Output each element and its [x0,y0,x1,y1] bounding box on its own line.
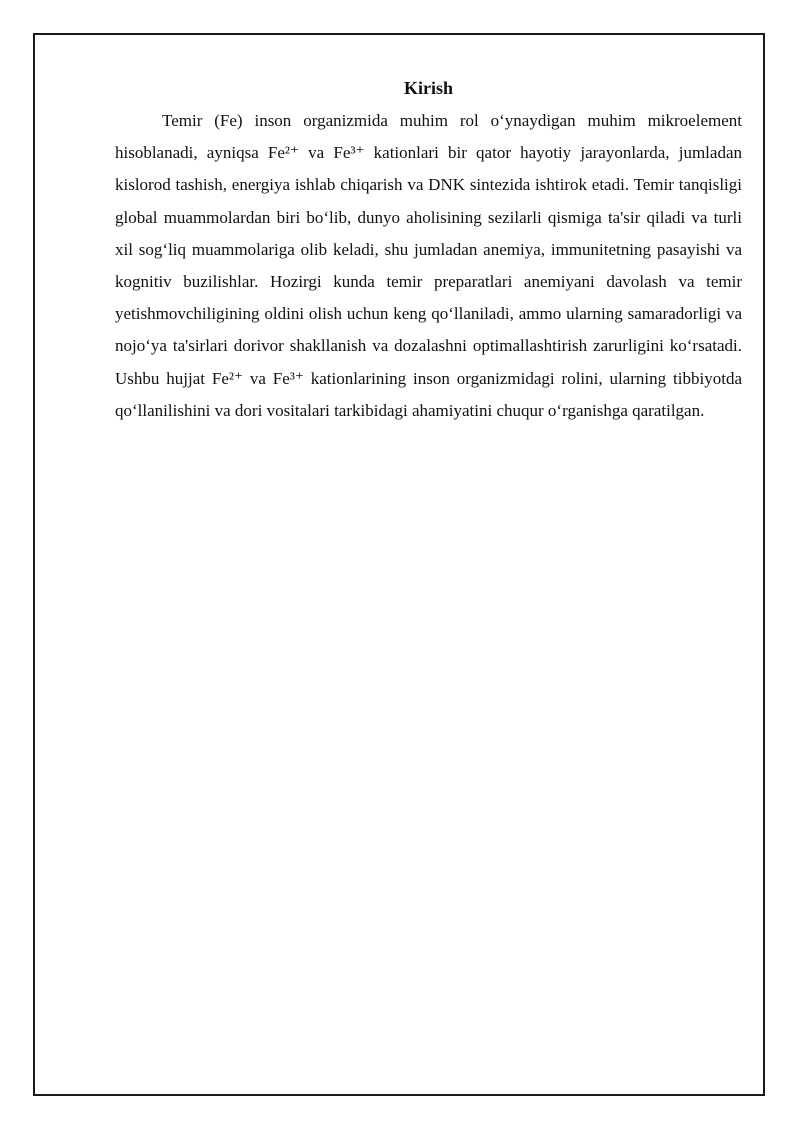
section-title: Kirish [403,78,453,98]
intro-paragraph: Temir (Fe) inson organizmida muhim rol o‘ynaydigan muhim mikroelement hisoblanadi, ayniqsa Fe²⁺ va Fe³⁺ kationlari bir qator hayotiy jarayonlarda, jumladan kislorod tashish, energiya ishlab chiqarish va DNK sintezida ishtirok etadi. Temir tanqisligi global muammolardan biri bo‘lib, dunyo aholisining sezilarli qismiga ta'sir qiladi va turli xil sog‘liq muammolariga olib keladi, shu jumladan anemiya, immunitetning pasayishi va kognitiv buzilishlar. Hozirgi kunda temir preparatlari anemiyani davolash va temir yetishmovchiligining oldini olish uchun keng qo‘llaniladi, ammo ularning samaradorligi va nojo‘ya ta'sirlari dorivor shakllanish va dozalashni optimallashtirish zarurligini ko‘rsatadi. Ushbu hujjat Fe²⁺ va Fe³⁺ kationlarining inson organizmidagi rolini, ularning tibbiyotda qo‘llanilishini va dori vositalari tarkibidagi ahamiyatini chuqur o‘rganishga qaratilgan. [115,111,742,420]
document-content [115,74,742,427]
